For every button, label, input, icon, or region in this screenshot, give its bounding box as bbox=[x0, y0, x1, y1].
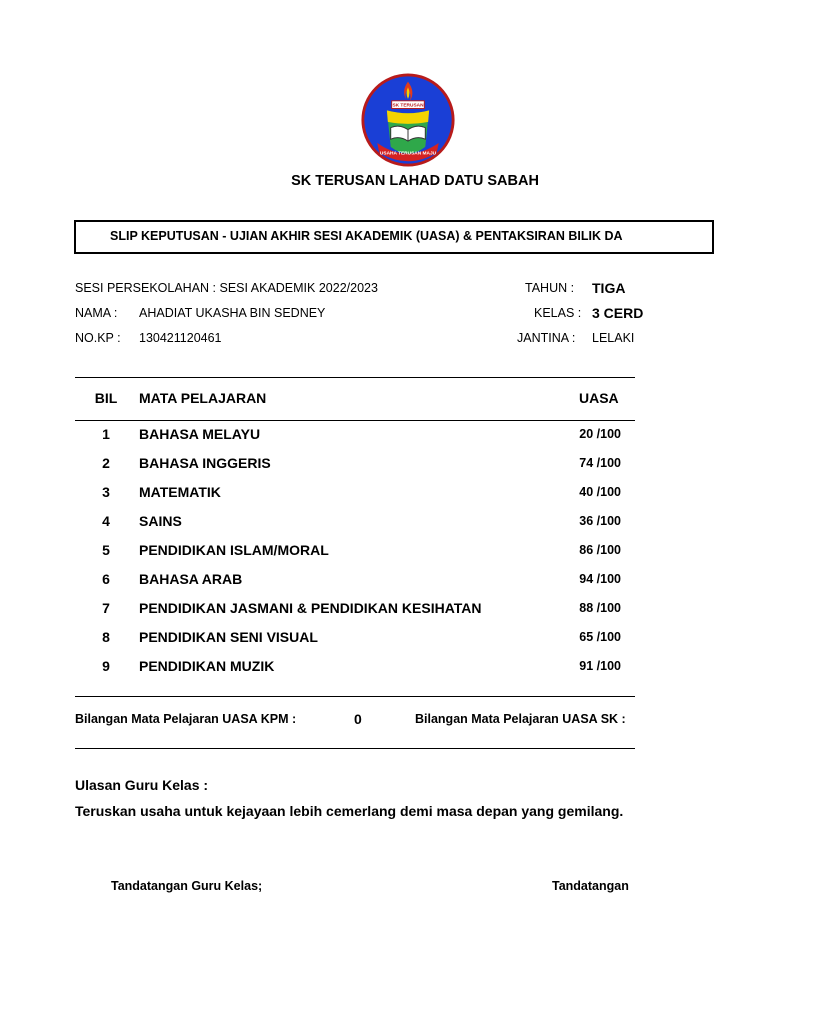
row-score: 36 /100 bbox=[579, 514, 621, 528]
row-score: 20 /100 bbox=[579, 427, 621, 441]
kpm-count-label: Bilangan Mata Pelajaran UASA KPM : bbox=[75, 712, 297, 726]
table-top-rule bbox=[75, 377, 635, 378]
logo-ribbon-text: USAHA TERUSAN MAJU bbox=[379, 151, 437, 157]
nokp-value: 130421120461 bbox=[139, 331, 222, 345]
row-subject: PENDIDIKAN SENI VISUAL bbox=[139, 629, 318, 645]
kpm-count-value: 0 bbox=[354, 711, 362, 727]
row-subject: BAHASA MELAYU bbox=[139, 426, 261, 442]
logo-banner-text: SK TERUSAN bbox=[392, 103, 424, 109]
row-score: 74 /100 bbox=[579, 456, 621, 470]
jantina-value: LELAKI bbox=[592, 331, 635, 345]
row-number: 9 bbox=[102, 658, 110, 674]
tahun-label: TAHUN : bbox=[525, 281, 575, 295]
header-uasa: UASA bbox=[579, 390, 619, 406]
row-subject: SAINS bbox=[139, 513, 182, 529]
row-number: 4 bbox=[102, 513, 110, 529]
kelas-label: KELAS : bbox=[534, 306, 582, 320]
kelas-value: 3 CERD bbox=[592, 305, 644, 321]
header-rule bbox=[75, 420, 635, 421]
other-signature-label: Tandatangan bbox=[552, 879, 629, 893]
tahun-value: TIGA bbox=[592, 280, 626, 296]
teacher-signature-label: Tandatangan Guru Kelas; bbox=[111, 879, 263, 893]
remarks-text: Teruskan usaha untuk kejayaan lebih cemerlang demi masa depan yang gemilang. bbox=[75, 803, 624, 819]
row-score: 91 /100 bbox=[579, 659, 621, 673]
row-number: 8 bbox=[102, 629, 110, 645]
row-number: 1 bbox=[102, 426, 110, 442]
sk-count-label: Bilangan Mata Pelajaran UASA SK : bbox=[415, 712, 626, 726]
nokp-label: NO.KP : bbox=[75, 331, 121, 345]
row-score: 94 /100 bbox=[579, 572, 621, 586]
row-subject: MATEMATIK bbox=[139, 484, 221, 500]
row-subject: PENDIDIKAN MUZIK bbox=[139, 658, 275, 674]
header-bil: BIL bbox=[94, 390, 118, 406]
row-subject: BAHASA ARAB bbox=[139, 571, 243, 587]
jantina-label: JANTINA : bbox=[517, 331, 576, 345]
nama-label: NAMA : bbox=[75, 306, 118, 320]
row-number: 6 bbox=[102, 571, 110, 587]
row-subject: BAHASA INGGERIS bbox=[139, 455, 271, 471]
remarks-label: Ulasan Guru Kelas : bbox=[75, 777, 209, 793]
school-name: SK TERUSAN LAHAD DATU SABAH bbox=[291, 173, 539, 189]
nama-value: AHADIAT UKASHA BIN SEDNEY bbox=[139, 306, 326, 320]
table-bottom-rule bbox=[75, 696, 635, 697]
row-score: 40 /100 bbox=[579, 485, 621, 499]
slip-title: SLIP KEPUTUSAN - UJIAN AKHIR SESI AKADEMIK (UASA) & PENTAKSIRAN BILIK DA bbox=[110, 229, 623, 243]
row-number: 7 bbox=[102, 600, 110, 616]
school-logo bbox=[360, 72, 456, 168]
row-number: 5 bbox=[102, 542, 110, 558]
header-subject: MATA PELAJARAN bbox=[139, 390, 267, 406]
row-number: 2 bbox=[102, 455, 110, 471]
session-label: SESI PERSEKOLAHAN : SESI AKADEMIK 2022/2023 bbox=[75, 281, 378, 295]
row-subject: PENDIDIKAN ISLAM/MORAL bbox=[139, 542, 329, 558]
row-subject: PENDIDIKAN JASMANI & PENDIDIKAN KESIHATAN bbox=[139, 600, 482, 616]
row-score: 86 /100 bbox=[579, 543, 621, 557]
row-number: 3 bbox=[102, 484, 110, 500]
row-score: 88 /100 bbox=[579, 601, 621, 615]
row-score: 65 /100 bbox=[579, 630, 621, 644]
summary-rule bbox=[75, 748, 635, 749]
